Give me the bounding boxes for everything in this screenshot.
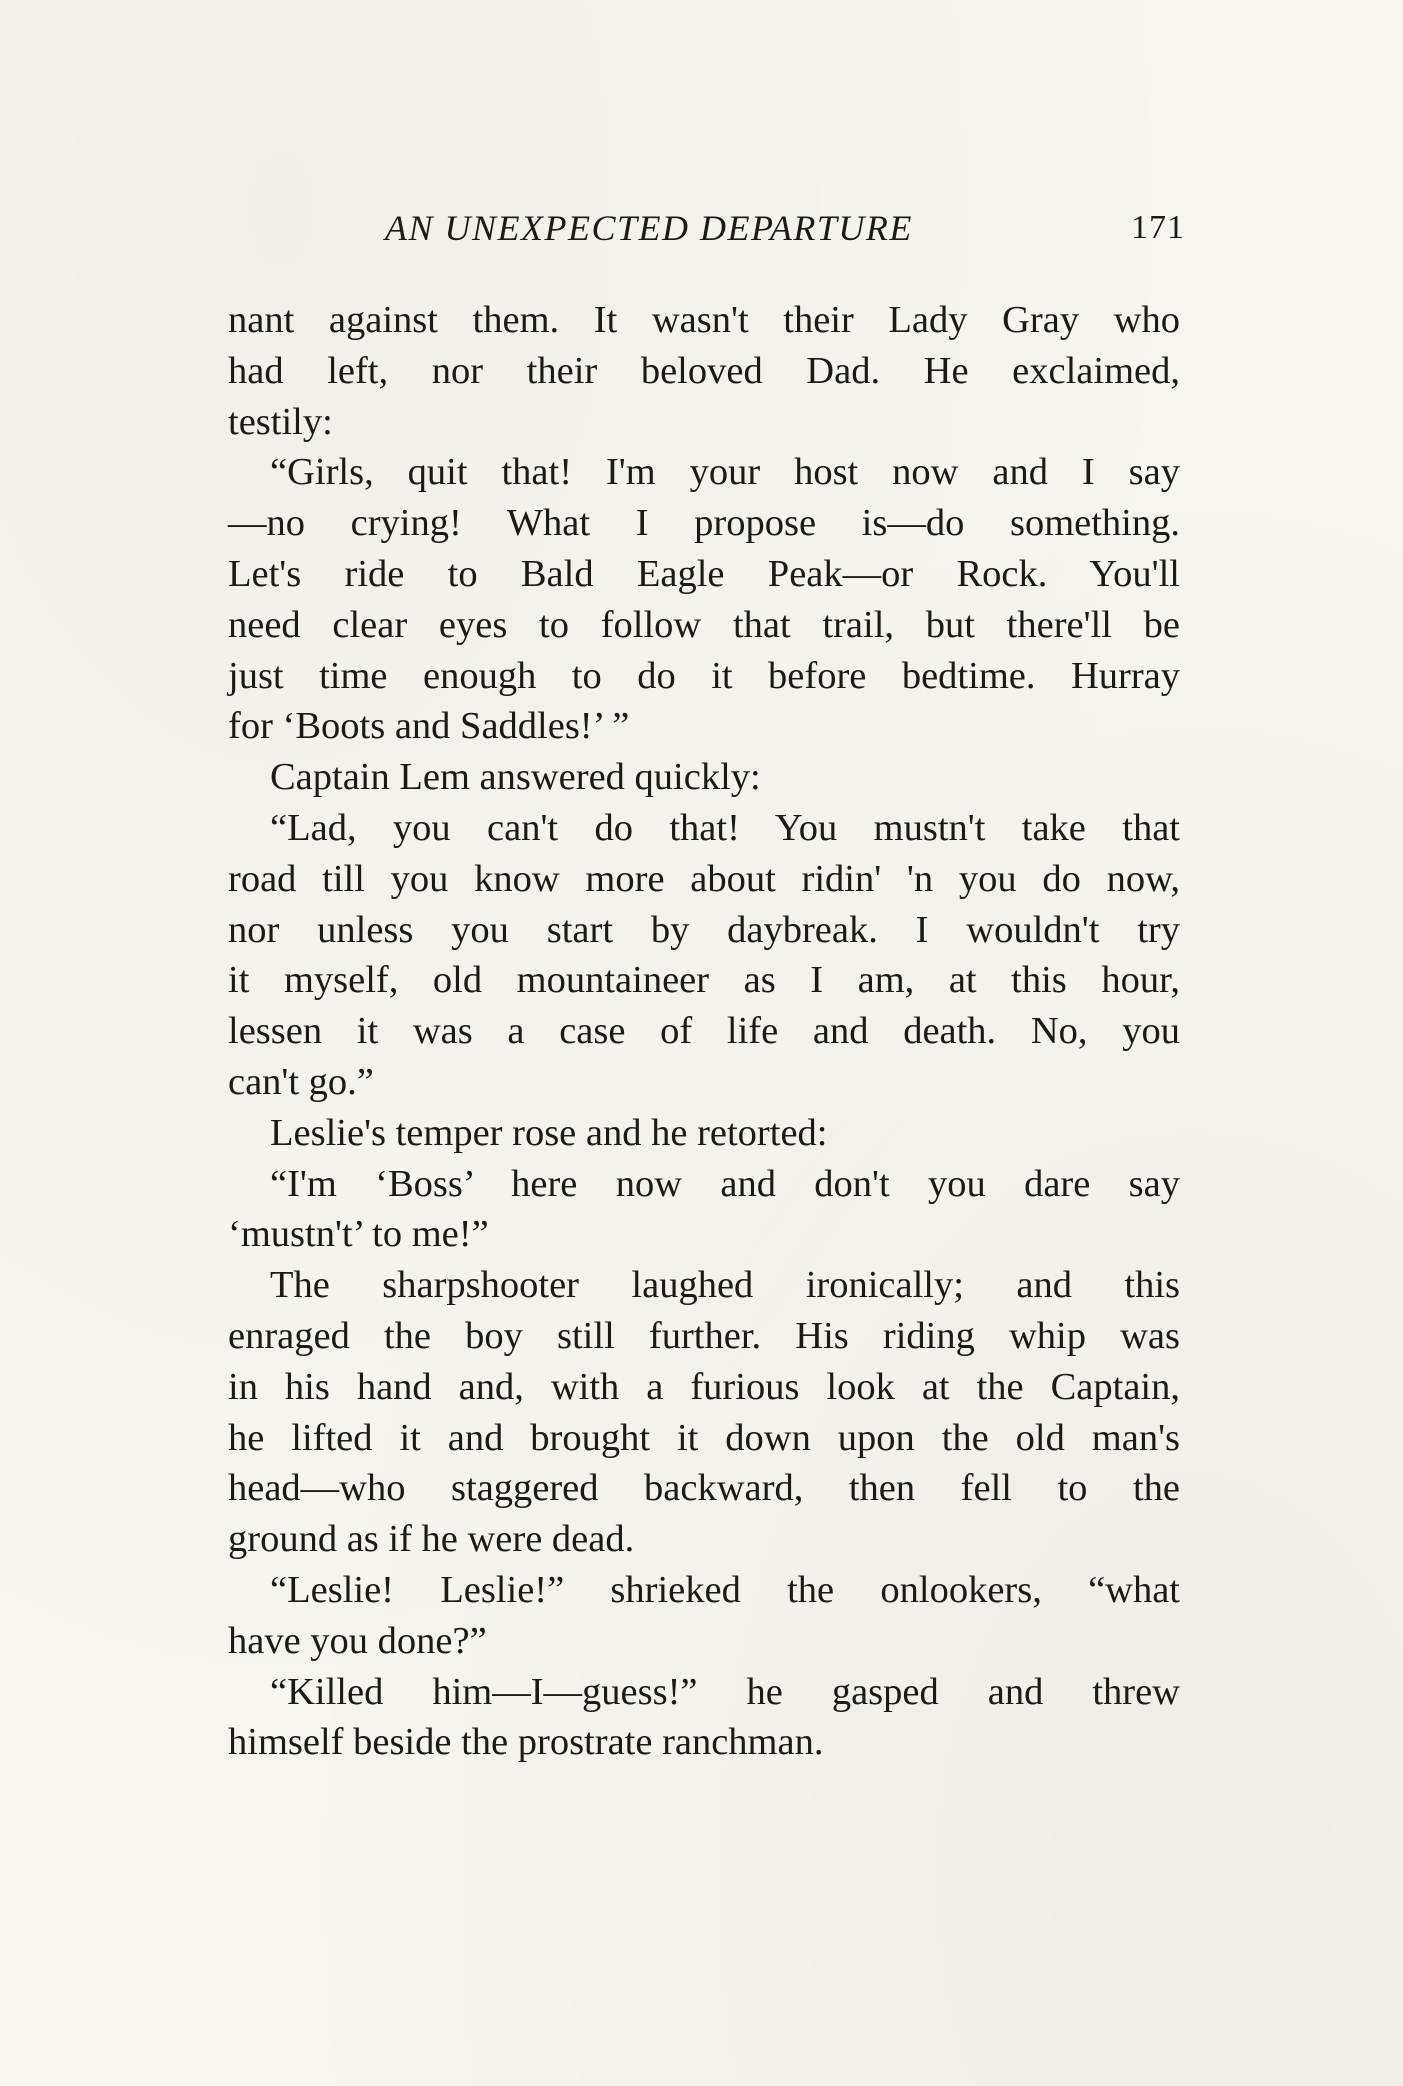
text-line: himself beside the prostrate ranchman. [228, 1721, 824, 1764]
text-line: need clear eyes to follow that trail, but there'll be [228, 603, 1180, 646]
text-line: “Girls, quit that! I'm your host now and I say [270, 451, 1180, 494]
text-line: have you done?” [228, 1619, 487, 1662]
text-line: ground as if he were dead. [228, 1518, 635, 1561]
text-line: nor unless you start by daybreak. I wouldn't try [228, 908, 1180, 951]
text-line: “Lad, you can't do that! You mustn't take that [270, 806, 1180, 849]
text-line: ‘mustn't’ to me!” [228, 1213, 489, 1256]
text-line: road till you know more about ridin' 'n you do now, [228, 857, 1180, 900]
text-line: in his hand and, with a furious look at the Captain, [228, 1365, 1180, 1408]
page-header [385, 207, 1185, 257]
text-line: he lifted it and brought it down upon the old man's [228, 1416, 1180, 1459]
page-number: 171 [1131, 209, 1185, 246]
body-text [228, 295, 1180, 1768]
text-line: The sharpshooter laughed ironically; and this [270, 1264, 1180, 1307]
text-line: it myself, old mountaineer as I am, at this hour, [228, 959, 1180, 1002]
running-head: AN UNEXPECTED DEPARTURE [385, 208, 913, 248]
text-line: had left, nor their beloved Dad. He exclaimed, [228, 349, 1180, 392]
text-line: Let's ride to Bald Eagle Peak—or Rock. You'll [228, 552, 1180, 595]
text-line: testily: [228, 400, 333, 443]
text-line: “Leslie! Leslie!” shrieked the onlookers, “what [270, 1568, 1180, 1611]
text-line: enraged the boy still further. His riding whip was [228, 1314, 1180, 1357]
text-line: can't go.” [228, 1060, 374, 1103]
text-line: Captain Lem answered quickly: [270, 756, 761, 799]
text-line: nant against them. It wasn't their Lady Gray who [228, 299, 1180, 341]
text-line: —no crying! What I propose is—do something. [228, 502, 1180, 545]
text-line: head—who staggered backward, then fell to the [228, 1467, 1180, 1510]
text-line: just time enough to do it before bedtime. Hurray [228, 654, 1180, 697]
text-line: lessen it was a case of life and death. No, you [228, 1010, 1180, 1053]
text-line: “Killed him—I—guess!” he gasped and threw [270, 1670, 1180, 1713]
text-line: “I'm ‘Boss’ here now and don't you dare say [270, 1162, 1180, 1205]
text-line: for ‘Boots and Saddles!’ ” [228, 705, 630, 748]
text-line: Leslie's temper rose and he retorted: [270, 1111, 828, 1154]
